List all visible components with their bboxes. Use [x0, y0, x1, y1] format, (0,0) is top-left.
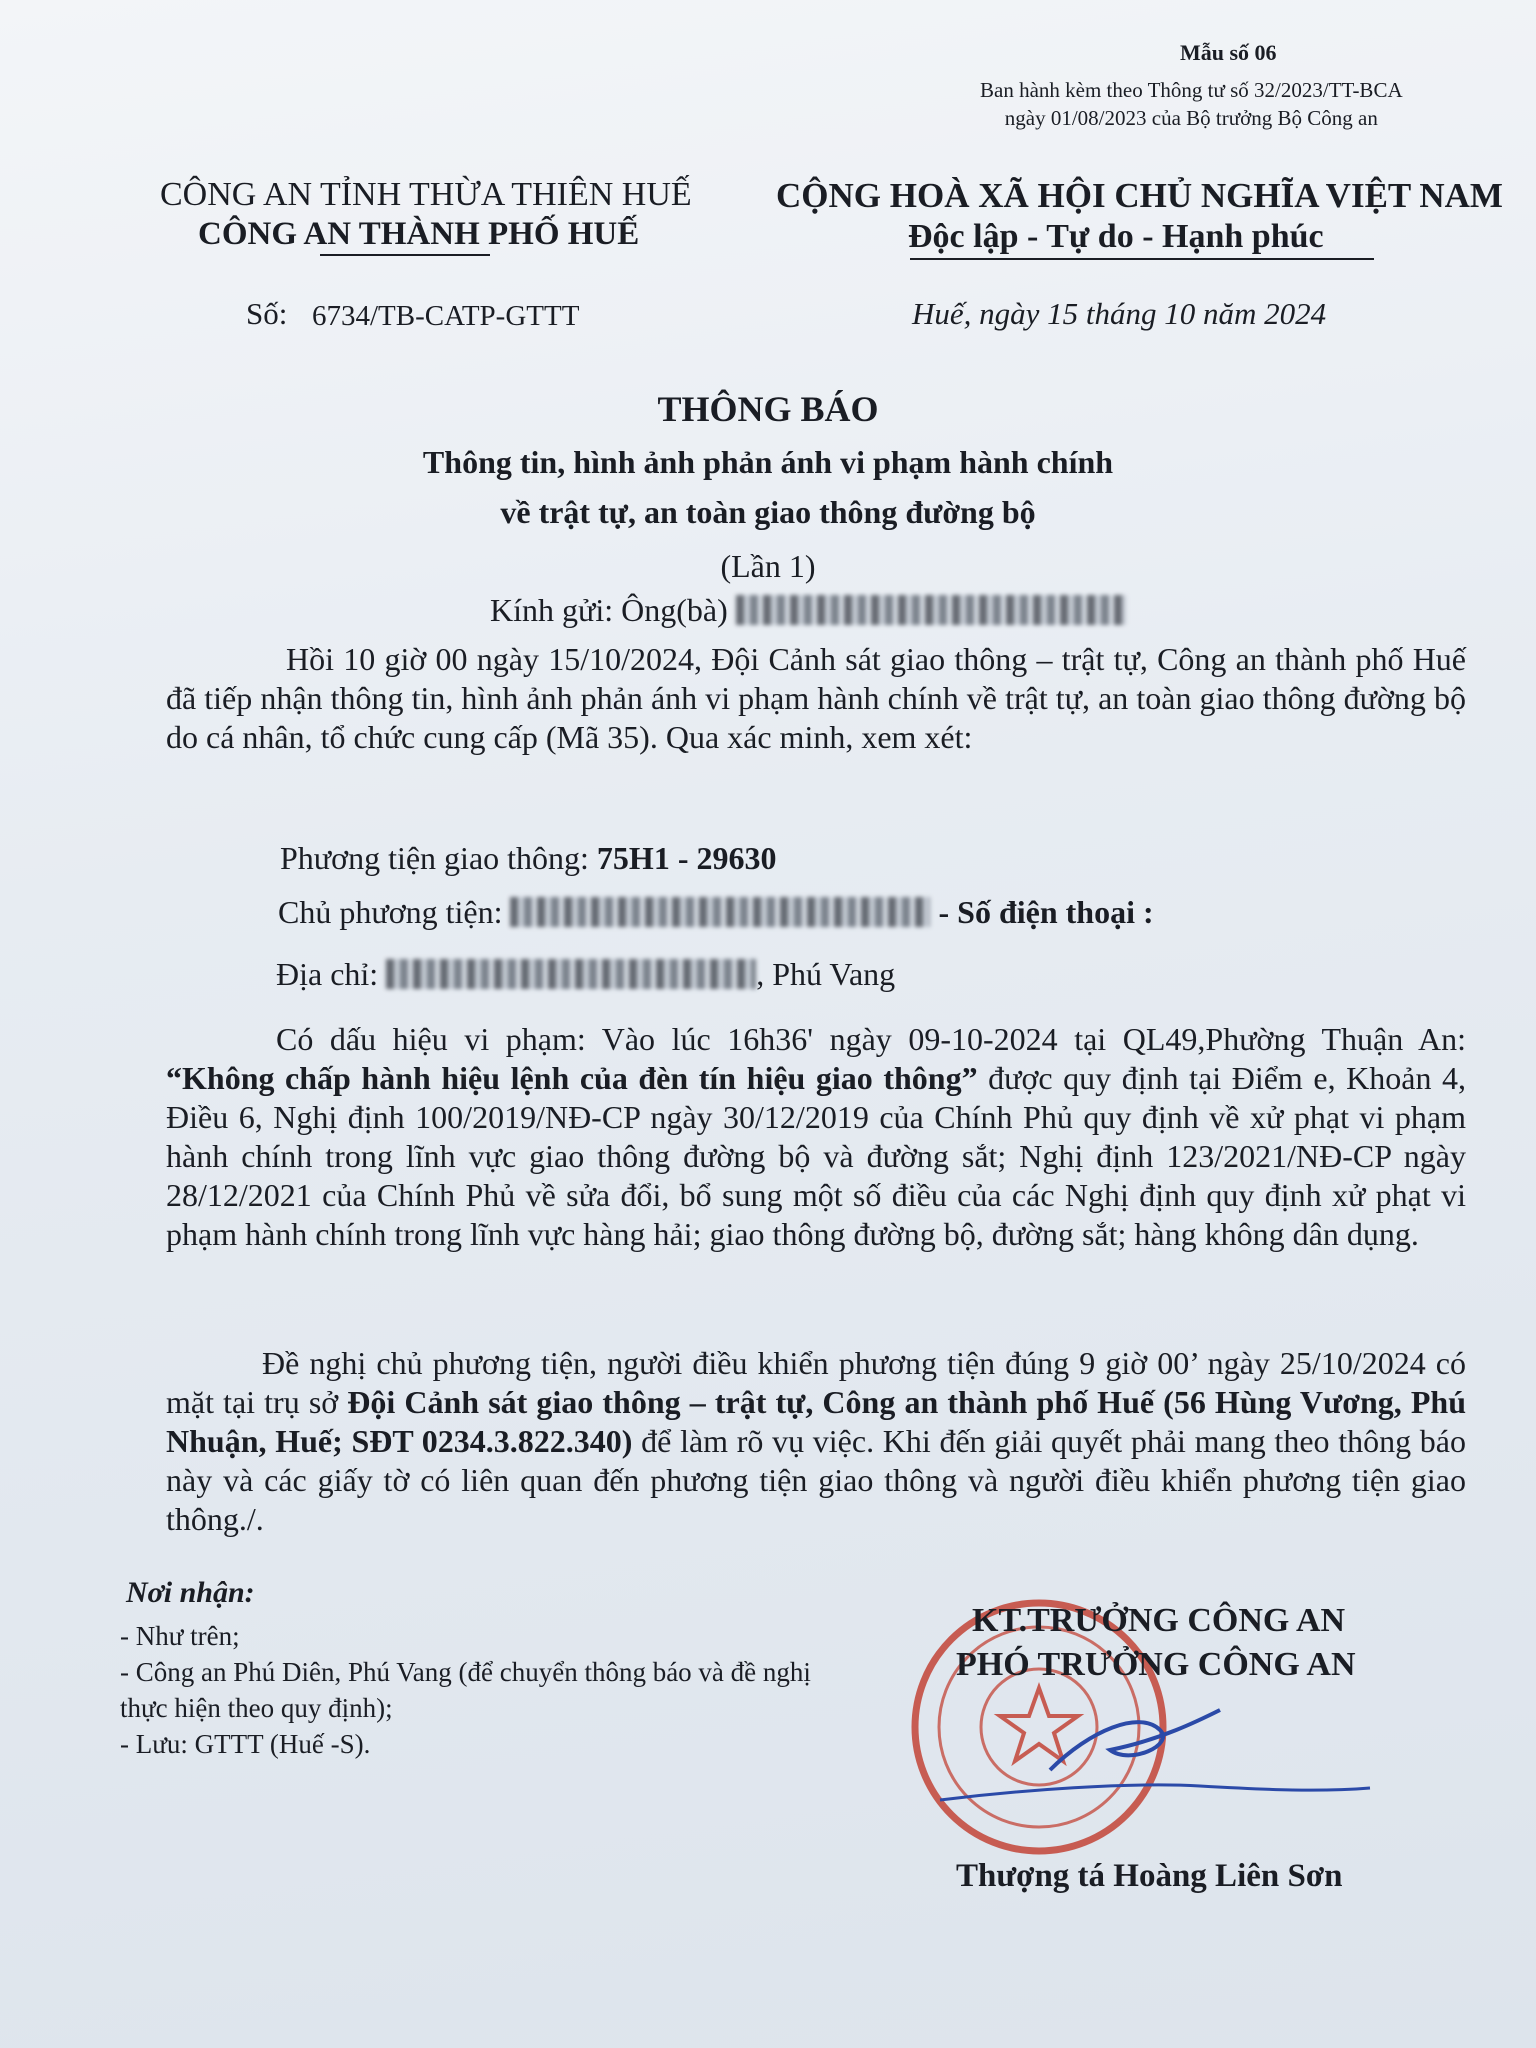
document-title: THÔNG BÁO: [657, 389, 879, 429]
attempt-number: (Lần 1): [720, 548, 816, 584]
redacted-name: [736, 595, 1126, 625]
redacted-owner: [510, 897, 930, 927]
violation-legal-basis: được quy định tại Điểm e, Khoản 4, Điều 6, Nghị định 100/2019/NĐ-CP ngày 30/12/2019 của Chính Phủ quy định về xử phạt vi phạm hành chính trong lĩnh vực giao thông đường bộ và đường sắt; Nghị định 123/2021/NĐ-CP ngày 28/12/2021 của Chính Phủ về sửa đổi, bổ sung một số điều của các Nghị định quy định xử phạt vi phạm hành chính trong lĩnh vực hàng hải; giao thông đường bộ, đường sắt; hàng không dân dụng.: [166, 1060, 1467, 1252]
address-label: Địa chỉ:: [276, 956, 379, 992]
issued-date: ngày 01/08/2023 của Bộ trưởng Bộ Công an: [1004, 106, 1378, 130]
document-number-label: Số:: [246, 296, 288, 331]
signer-name: Thượng tá Hoàng Liên Sơn: [956, 1858, 1343, 1894]
recipients-title: Nơi nhận:: [126, 1576, 255, 1609]
issued-with: Ban hành kèm theo Thông tư số 32/2023/TT-BCA: [980, 78, 1403, 102]
signature-title-2: PHÓ TRƯỞNG CÔNG AN: [956, 1646, 1356, 1683]
office-address: Đội Cảnh sát giao thông – trật tự, Công an thành phố Huế (56 Hùng Vương, Phú Nhuận, Huế; SĐT 0234.3.822.340): [166, 1384, 1467, 1459]
recipients-list: [120, 1618, 840, 1762]
handwritten-signature: [900, 1690, 1380, 1840]
address-tail: , Phú Vang: [756, 956, 896, 992]
signature-title-1: KT.TRƯỞNG CÔNG AN: [972, 1602, 1346, 1639]
recipients-item: - Như trên;: [120, 1621, 240, 1651]
owner-line: [278, 894, 1154, 931]
recipients-item: - Lưu: GTTT (Huế -S).: [120, 1729, 371, 1759]
motto-underline: [910, 258, 1374, 260]
document-subtitle-1: Thông tin, hình ảnh phản ánh vi phạm hành chính: [422, 444, 1114, 480]
request-intro: Đề nghị chủ phương tiện, người điều khiển phương tiện đúng 9 giờ 00’ ngày 25/10/2024 có mặt tại trụ sở: [166, 1345, 1466, 1420]
paragraph-request: [166, 1344, 1466, 1539]
document-number: 6734/TB-CATP-GTTT: [312, 300, 580, 332]
nation-motto: Độc lập - Tự do - Hạnh phúc: [908, 218, 1324, 255]
issued-note: [980, 76, 1403, 132]
agency-underline: [320, 254, 490, 256]
redacted-address: [386, 959, 756, 989]
violation-title: “Không chấp hành hiệu lệnh của đèn tín hiệu giao thông”: [166, 1060, 978, 1096]
recipient-label: Kính gửi: Ông(bà): [490, 592, 728, 628]
paragraph-violation: [166, 1020, 1466, 1254]
agency-name: CÔNG AN THÀNH PHỐ HUẾ: [198, 216, 640, 252]
agency-parent: CÔNG AN TỈNH THỪA THIÊN HUẾ: [160, 176, 692, 213]
paragraph-intro: Hồi 10 giờ 00 ngày 15/10/2024, Đội Cảnh sát giao thông – trật tự, Công an thành phố Huế đã tiếp nhận thông tin, hình ảnh phản ánh vi phạm hành chính về trật tự, an toàn giao thông đường bộ do cá nhân, tổ chức cung cấp (Mã 35). Qua xác minh, xem xét:: [166, 641, 1466, 755]
dateline: Huế, ngày 15 tháng 10 năm 2024: [912, 296, 1327, 331]
vehicle-label: Phương tiện giao thông:: [280, 840, 589, 876]
nation-title: CỘNG HOÀ XÃ HỘI CHỦ NGHĨA VIỆT NAM: [776, 176, 1503, 215]
recipient-line: [490, 592, 1126, 629]
document-subtitle-2: về trật tự, an toàn giao thông đường bộ: [500, 494, 1036, 530]
phone-label: - Số điện thoại :: [938, 894, 1154, 930]
owner-label: Chủ phương tiện:: [278, 894, 503, 930]
violation-intro: Có dấu hiệu vi phạm: Vào lúc 16h36' ngày 09-10-2024 tại QL49,Phường Thuận An:: [276, 1021, 1466, 1057]
vehicle-line: [280, 840, 776, 877]
request-outro: để làm rõ vụ việc. Khi đến giải quyết phải mang theo thông báo này và các giấy tờ có liên quan đến phương tiện giao thông và người điều khiển phương tiện giao thông./.: [166, 1423, 1467, 1537]
address-line: [276, 956, 895, 993]
vehicle-plate: 75H1 - 29630: [596, 840, 777, 876]
form-number: Mẫu số 06: [1180, 40, 1277, 65]
recipients-item: - Công an Phú Diên, Phú Vang (để chuyển thông báo và đề nghị thực hiện theo quy định);: [120, 1657, 811, 1723]
